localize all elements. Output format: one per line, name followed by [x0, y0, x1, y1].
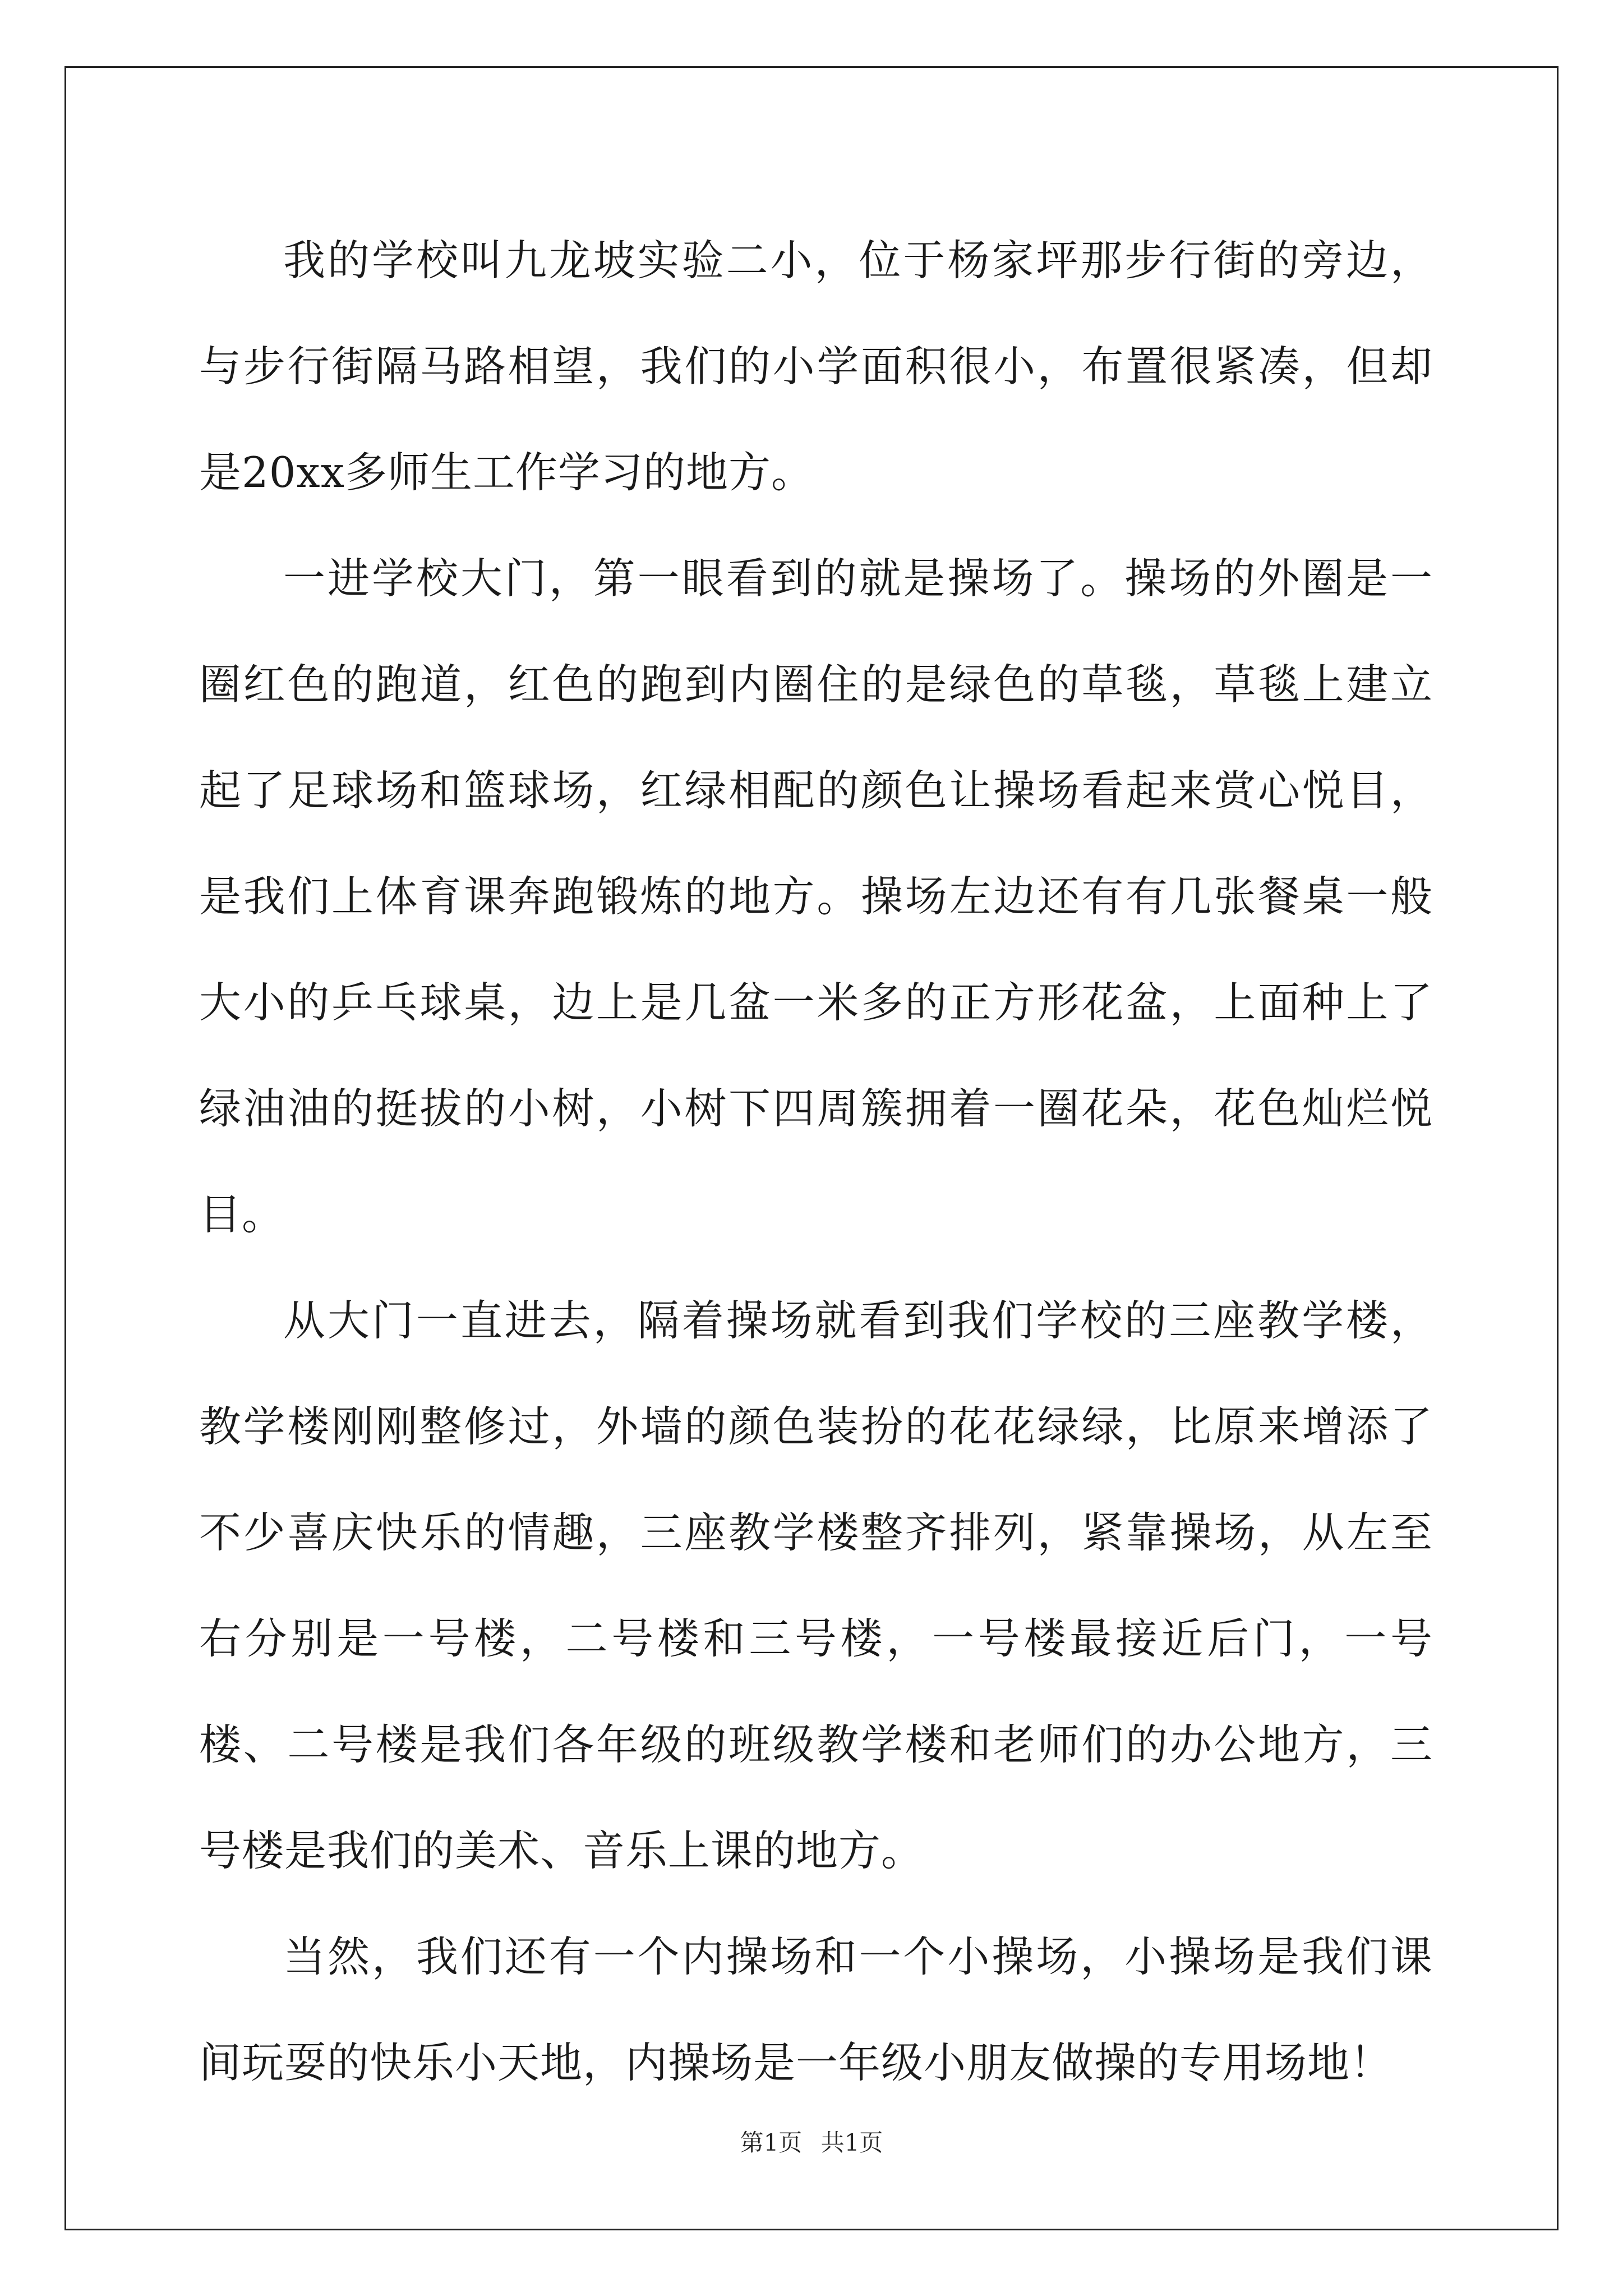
page-footer — [0, 2126, 1623, 2160]
document-body — [199, 208, 1433, 2116]
paragraph: 我的学校叫九龙坡实验二小，位于杨家坪那步行街的旁边，与步行街隔马路相望，我们的小学面积很小，布置很紧凑，但却是20xx多师生工作学习的地方。 — [199, 236, 1433, 497]
paragraph: 当然，我们还有一个内操场和一个小操场，小操场是我们课间玩耍的快乐小天地，内操场是一年级小朋友做操的专用场地！ — [199, 1932, 1433, 2087]
paragraph: 从大门一直进去，隔着操场就看到我们学校的三座教学楼，教学楼刚刚整修过，外墙的颜色装扮的花花绿绿，比原来增添了不少喜庆快乐的情趣，三座教学楼整齐排列，紧靠操场，从左至右分别是一号楼，二号楼和三号楼，一号楼最接近后门，一号楼、二号楼是我们各年级的班级教学楼和老师们的办公地方，三号楼是我们的美术、音乐上课的地方。 — [199, 1296, 1433, 1875]
page-count: 共1页 — [820, 2129, 883, 2156]
page-number: 第1页 — [740, 2129, 803, 2156]
paragraph: 一进学校大门，第一眼看到的就是操场了。操场的外圈是一圈红色的跑道，红色的跑到内圈住的是绿色的草毯，草毯上建立起了足球场和篮球场，红绿相配的颜色让操场看起来赏心悦目，是我们上体育课奔跑锻炼的地方。操场左边还有有几张餐桌一般大小的乒乓球桌，边上是几盆一米多的正方形花盆，上面种上了绿油油的挺拔的小树，小树下四周簇拥着一圈花朵，花色灿烂悦目。 — [199, 554, 1433, 1239]
